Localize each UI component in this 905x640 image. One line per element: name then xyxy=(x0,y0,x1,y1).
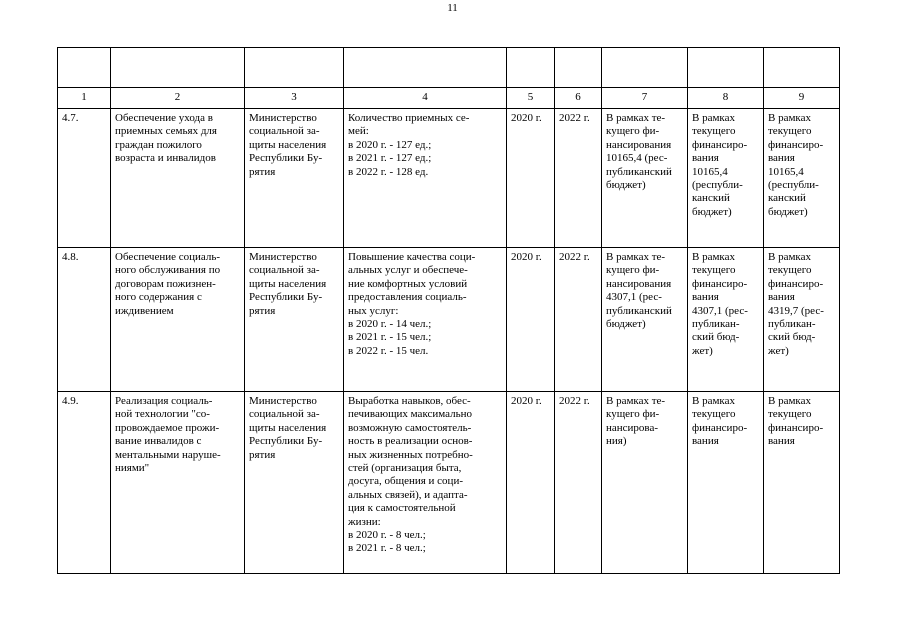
header-cell xyxy=(764,48,840,88)
row-number: 4.9. xyxy=(58,392,111,574)
row-number: 4.8. xyxy=(58,248,111,392)
financing-2021: В рамках текущего финансиро- вания 10165,4 (республи- канский бюджет) xyxy=(688,109,764,248)
financing-2020: В рамках те- кущего фи- нансирова- ния) xyxy=(602,392,688,574)
start-year: 2020 г. xyxy=(507,109,555,248)
end-year: 2022 г. xyxy=(555,109,602,248)
column-number: 9 xyxy=(764,88,840,109)
financing-2022: В рамках текущего финансиро- вания 4319,7 (рес- публикан- ский бюд- жет) xyxy=(764,248,840,392)
column-number: 4 xyxy=(344,88,507,109)
end-year: 2022 г. xyxy=(555,392,602,574)
header-cell xyxy=(602,48,688,88)
column-number: 2 xyxy=(111,88,245,109)
header-cell xyxy=(111,48,245,88)
financing-2022: В рамках текущего финансиро- вания 10165,4 (республи- канский бюджет) xyxy=(764,109,840,248)
expected-result: Повышение качества соци- альных услуг и обеспече- ние комфортных условий предоставления социаль- ных услуг: в 2020 г. - 14 чел.; в 2021 г. - 15 чел.; в 2022 г. - 15 чел. xyxy=(344,248,507,392)
header-cell xyxy=(344,48,507,88)
financing-2022: В рамках текущего финансиро- вания xyxy=(764,392,840,574)
financing-2020: В рамках те- кущего фи- нансирования 4307,1 (рес- публиканский бюджет) xyxy=(602,248,688,392)
financing-2020: В рамках те- кущего фи- нансирования 10165,4 (рес- публиканский бюджет) xyxy=(602,109,688,248)
header-cell xyxy=(555,48,602,88)
header-cell xyxy=(688,48,764,88)
measures-table xyxy=(57,47,840,574)
row-number: 4.7. xyxy=(58,109,111,248)
measure-name: Обеспечение социаль- ного обслуживания по договорам пожизнен- ного содержания с иждивением xyxy=(111,248,245,392)
executor: Министерство социальной за- щиты населения Республики Бу- рятия xyxy=(245,248,344,392)
header-cell xyxy=(245,48,344,88)
executor: Министерство социальной за- щиты населения Республики Бу- рятия xyxy=(245,392,344,574)
table-row xyxy=(58,248,840,392)
end-year: 2022 г. xyxy=(555,248,602,392)
expected-result: Выработка навыков, обес- печивающих максимально возможную самостоятель- ность в реализации основ- ных жизненных потребно- стей (организация быта, досуга, общения и соци- альных связей), и адапта- ция к самостоятельной жизни: в 2020 г. - 8 чел.; в 2021 г. - 8 чел.; xyxy=(344,392,507,574)
financing-2021: В рамках текущего финансиро- вания 4307,1 (рес- публикан- ский бюд- жет) xyxy=(688,248,764,392)
column-number: 3 xyxy=(245,88,344,109)
start-year: 2020 г. xyxy=(507,248,555,392)
page-number: 11 xyxy=(447,2,458,14)
expected-result: Количество приемных се- мей: в 2020 г. - 127 ед.; в 2021 г. - 127 ед.; в 2022 г. - 128 ед. xyxy=(344,109,507,248)
header-cell xyxy=(58,48,111,88)
column-number-row xyxy=(58,88,840,109)
column-number: 5 xyxy=(507,88,555,109)
financing-2021: В рамках текущего финансиро- вания xyxy=(688,392,764,574)
measure-name: Обеспечение ухода в приемных семьях для граждан пожилого возраста и инвалидов xyxy=(111,109,245,248)
column-number: 6 xyxy=(555,88,602,109)
column-number: 7 xyxy=(602,88,688,109)
measure-name: Реализация социаль- ной технологии "со- провождаемое прожи- вание инвалидов с ментальными наруше- ниями" xyxy=(111,392,245,574)
column-number: 1 xyxy=(58,88,111,109)
header-cell xyxy=(507,48,555,88)
column-number: 8 xyxy=(688,88,764,109)
executor: Министерство социальной за- щиты населения Республики Бу- рятия xyxy=(245,109,344,248)
table-row xyxy=(58,392,840,574)
table-header-blank-row xyxy=(58,48,840,88)
table-row xyxy=(58,109,840,248)
start-year: 2020 г. xyxy=(507,392,555,574)
